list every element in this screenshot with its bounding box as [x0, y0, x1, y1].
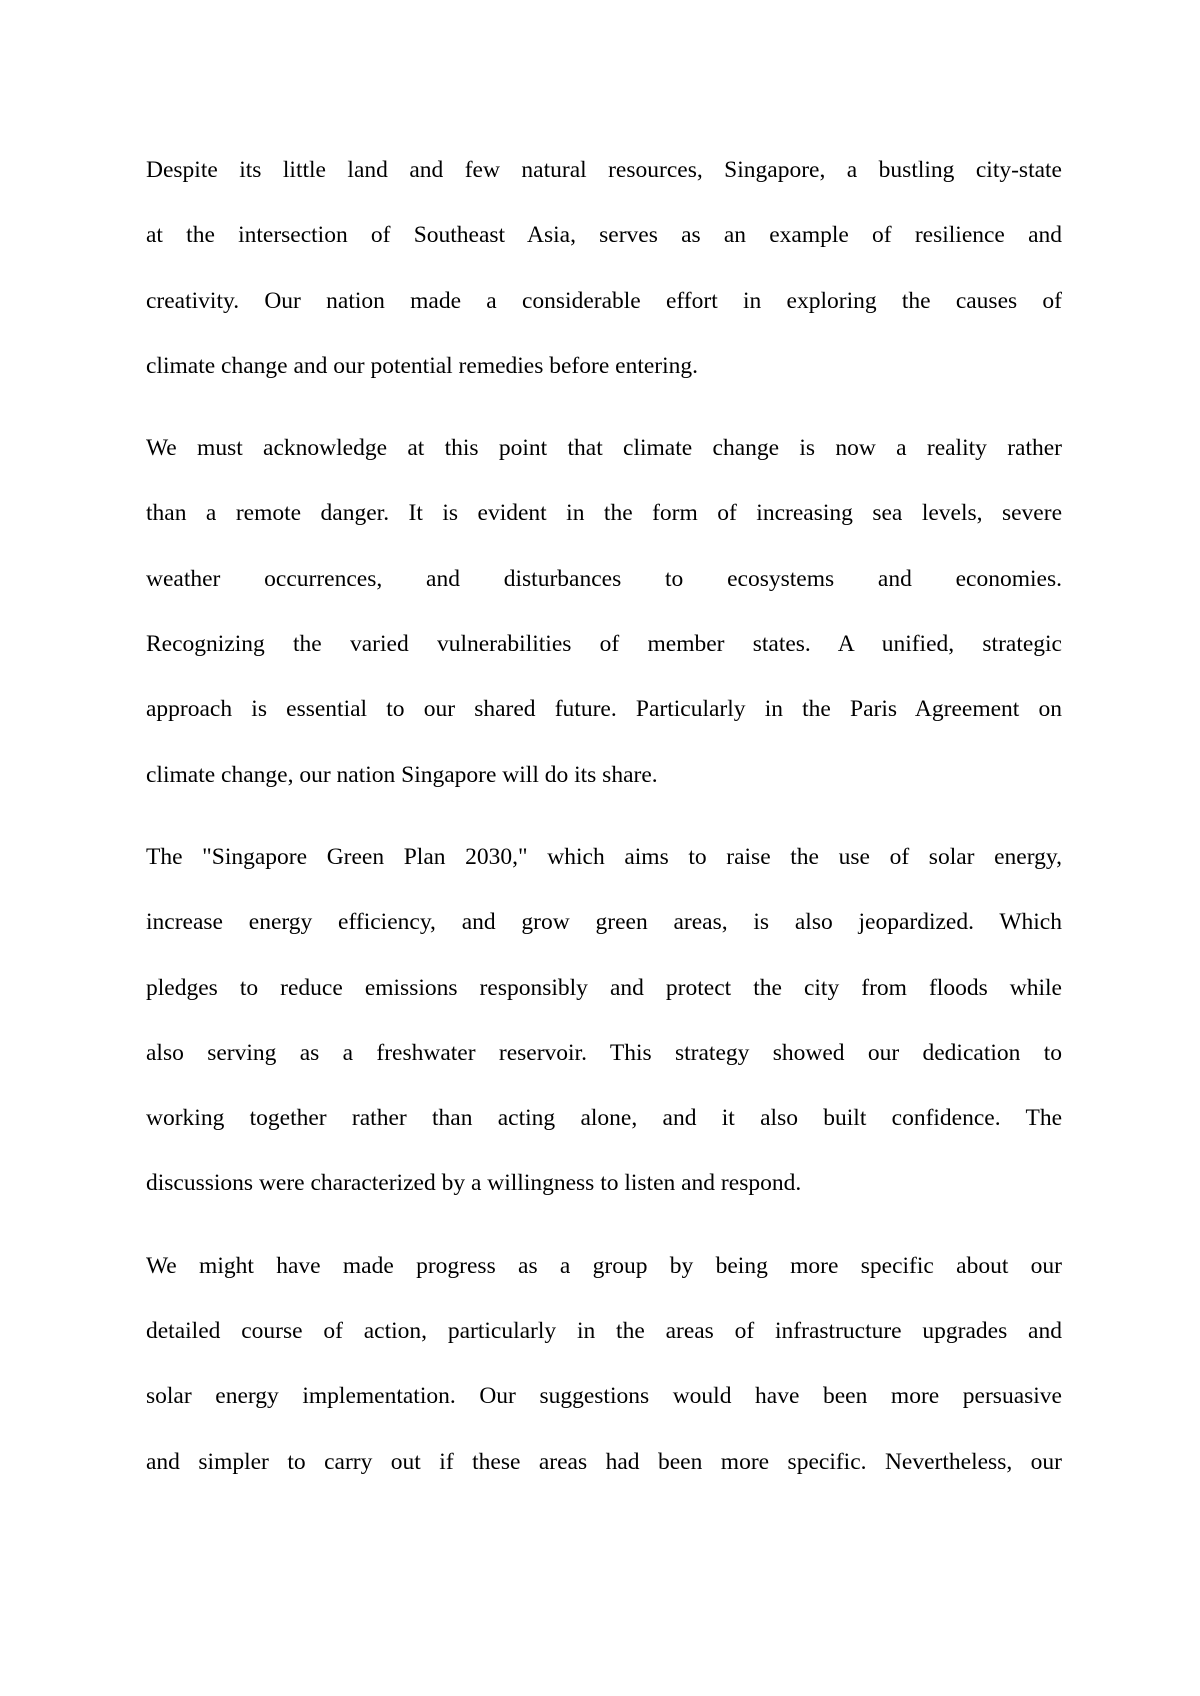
text-line: working together rather than acting alone, and it also built confidence. The [146, 1105, 1062, 1132]
text-line: detailed course of action, particularly in the areas of infrastructure upgrades and [146, 1318, 1062, 1345]
text-line: than a remote danger. It is evident in the form of increasing sea levels, severe [146, 500, 1062, 527]
text-line: The "Singapore Green Plan 2030," which aims to raise the use of solar energy, [146, 843, 1062, 870]
text-line: solar energy implementation. Our suggestions would have been more persuasive [146, 1383, 1062, 1410]
text-line: increase energy efficiency, and grow green areas, is also jeopardized. Which [146, 909, 1062, 936]
document-body [146, 138, 1062, 1495]
text-line: at the intersection of Southeast Asia, serves as an example of resilience and [146, 222, 1062, 249]
text-line: and simpler to carry out if these areas had been more specific. Nevertheless, our [146, 1448, 1062, 1475]
text-line: We must acknowledge at this point that climate change is now a reality rather [146, 435, 1062, 462]
paragraph-2 [146, 416, 1062, 808]
text-line: pledges to reduce emissions responsibly and protect the city from floods while [146, 974, 1062, 1001]
text-line: Recognizing the varied vulnerabilities of member states. A unified, strategic [146, 631, 1062, 658]
paragraph-3 [146, 825, 1062, 1217]
text-line: climate change, our nation Singapore will do its share. [146, 761, 658, 788]
text-line: creativity. Our nation made a considerable effort in exploring the causes of [146, 287, 1062, 314]
text-line: approach is essential to our shared future. Particularly in the Paris Agreement on [146, 696, 1062, 723]
text-line: climate change and our potential remedies before entering. [146, 352, 699, 379]
paragraph-4 [146, 1234, 1062, 1495]
text-line: also serving as a freshwater reservoir. This strategy showed our dedication to [146, 1039, 1062, 1066]
text-line: weather occurrences, and disturbances to ecosystems and economies. [146, 565, 1062, 592]
text-line: discussions were characterized by a willingness to listen and respond. [146, 1170, 802, 1197]
text-line: Despite its little land and few natural resources, Singapore, a bustling city-state [146, 157, 1062, 183]
text-line: We might have made progress as a group by being more specific about our [146, 1252, 1062, 1279]
paragraph-1 [146, 138, 1062, 399]
